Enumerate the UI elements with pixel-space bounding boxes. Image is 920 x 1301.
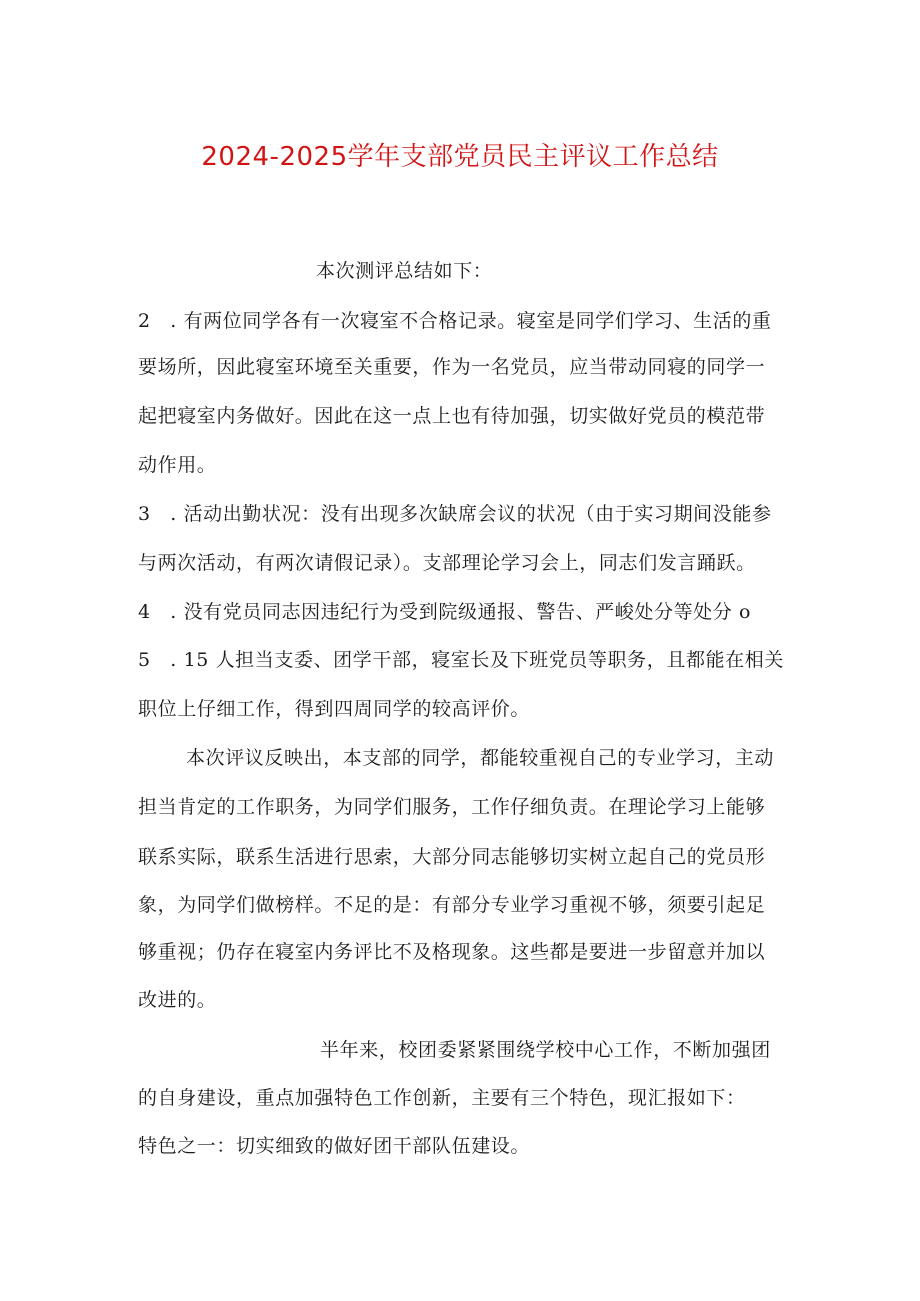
item-3-line-1: 3 . 活动出勤状况：没有出现多次缺席会议的状况（由于实习期间没能参 (138, 503, 772, 525)
item-5-line-1: 5 . 15 人担当支委、团学干部，寝室长及下班党员等职务，且都能在相关 (138, 649, 784, 671)
summary-line-4: 象，为同学们做榜样。不足的是：有部分专业学习重视不够，须要引起足 (138, 894, 766, 916)
item-2-line-3: 起把寝室内务做好。因此在这一点上也有待加强，切实做好党员的模范带 (138, 405, 766, 427)
item-4-line-1: 4 . 没有党员同志因违纪行为受到院级通报、警告、严峻处分等处分 o (138, 601, 752, 623)
report-line-3: 特色之一：切实细致的做好团干部队伍建设。 (138, 1135, 531, 1157)
summary-line-6: 改进的。 (138, 989, 217, 1011)
summary-line-2: 担当肯定的工作职务，为同学们服务，工作仔细负责。在理论学习上能够 (138, 796, 766, 818)
summary-line-3: 联系实际，联系生活进行思索，大部分同志能够切实树立起自己的党员形 (138, 846, 766, 868)
summary-line-5: 够重视；仍存在寝室内务评比不及格现象。这些都是要进一步留意并加以 (138, 941, 766, 963)
item-2-line-1: 2 . 有两位同学各有一次寝室不合格记录。寝室是同学们学习、生活的重 (138, 310, 772, 332)
document-title: 2024-2025学年支部党员民主评议工作总结 (201, 142, 719, 172)
summary-line-1: 本次评议反映出，本支部的同学，都能较重视自己的专业学习，主动 (186, 747, 775, 769)
item-5-line-2: 职位上仔细工作，得到四周同学的较高评价。 (138, 698, 531, 720)
item-3-line-2: 与两次活动，有两次请假记录）。支部理论学习会上，同志们发言踊跃。 (138, 552, 756, 574)
report-line-2: 的自身建设，重点加强特色工作创新，主要有三个特色，现汇报如下： (138, 1087, 746, 1109)
item-2-line-2: 要场所，因此寝室环境至关重要，作为一名党员，应当带动同寝的同学一 (138, 356, 766, 378)
item-2-line-4: 动作用。 (138, 454, 217, 476)
intro-line: 本次测评总结如下： (316, 260, 493, 282)
report-line-1: 半年来，校团委紧紧围绕学校中心工作，不断加强团 (320, 1039, 771, 1061)
